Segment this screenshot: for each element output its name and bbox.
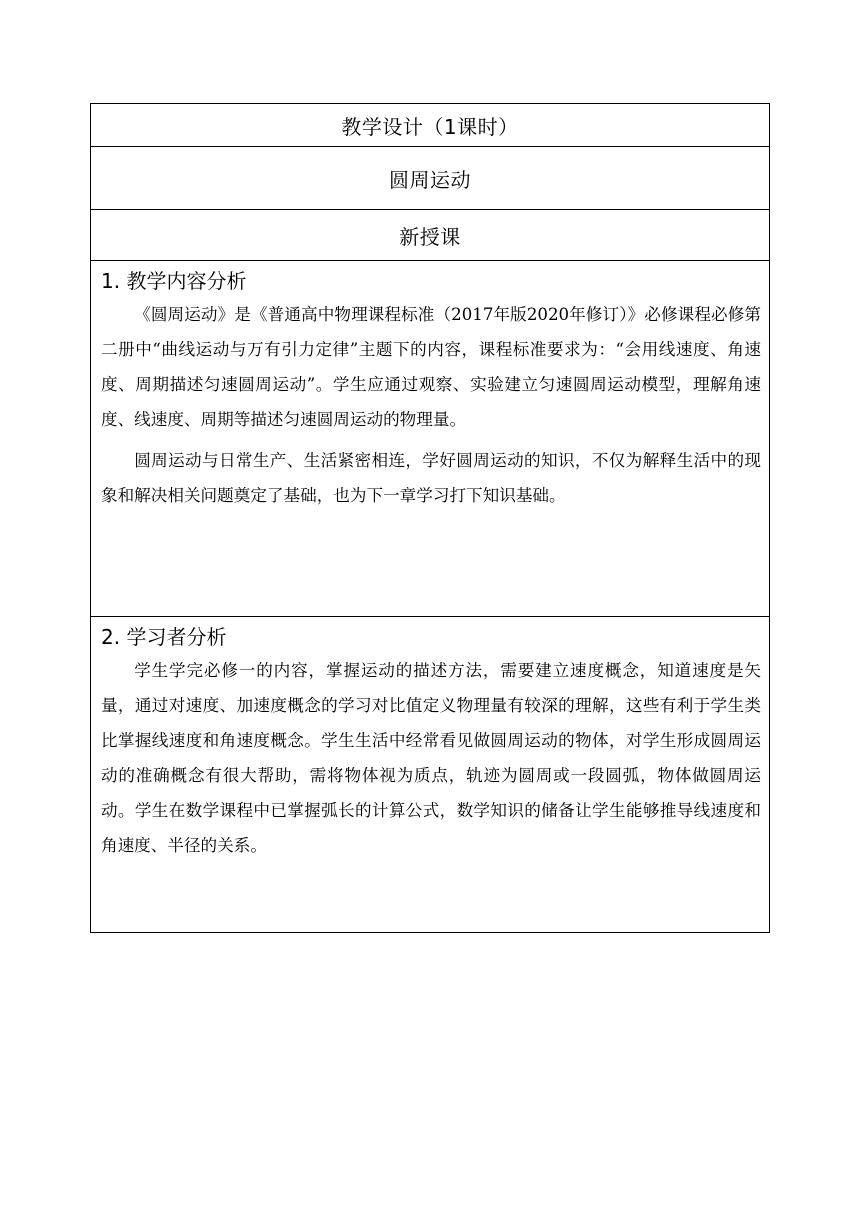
lesson-design-table [90, 103, 770, 933]
learner-analysis-paragraph: 学生学完必修一的内容，掌握运动的描述方法，需要建立速度概念，知道速度是矢量，通过对速度、加速度概念的学习对比值定义物理量有较深的理解，这些有利于学生类比掌握线速度和角速度概念。学生生活中经常看见做圆周运动的物体，对学生形成圆周运动的准确概念有很大帮助，需将物体视为质点，轨迹为圆周或一段圆弧，物体做圆周运动。学生在数学课程中已掌握弧长的计算公式，数学知识的储备让学生能够推导线速度和角速度、半径的关系。 [101, 661, 761, 855]
lesson-type: 新授课 [399, 224, 461, 249]
learner-analysis-heading: 2. 学习者分析 [101, 625, 227, 649]
content-analysis-section [91, 260, 769, 616]
design-title: 教学设计（1课时） [341, 114, 519, 139]
topic-row [91, 146, 769, 209]
lesson-type-row [91, 209, 769, 260]
content-analysis-paragraph-1: 《圆周运动》是《普通高中物理课程标准（2017年版2020年修订）》必修课程必修第二册中“曲线运动与万有引力定律”主题下的内容，课程标准要求为：“会用线速度、角速度、周期描述匀速圆周运动”。学生应通过观察、实验建立匀速圆周运动模型，理解角速度、线速度、周期等描述匀速圆周运动的物理量。 [101, 305, 761, 429]
content-analysis-heading: 1. 教学内容分析 [101, 269, 247, 293]
learner-analysis-section [91, 616, 769, 932]
design-title-row [91, 104, 769, 146]
content-analysis-paragraph-2: 圆周运动与日常生产、生活紧密相连，学好圆周运动的知识，不仅为解释生活中的现象和解决相关问题奠定了基础，也为下一章学习打下知识基础。 [101, 451, 761, 505]
topic-title: 圆周运动 [389, 167, 471, 192]
